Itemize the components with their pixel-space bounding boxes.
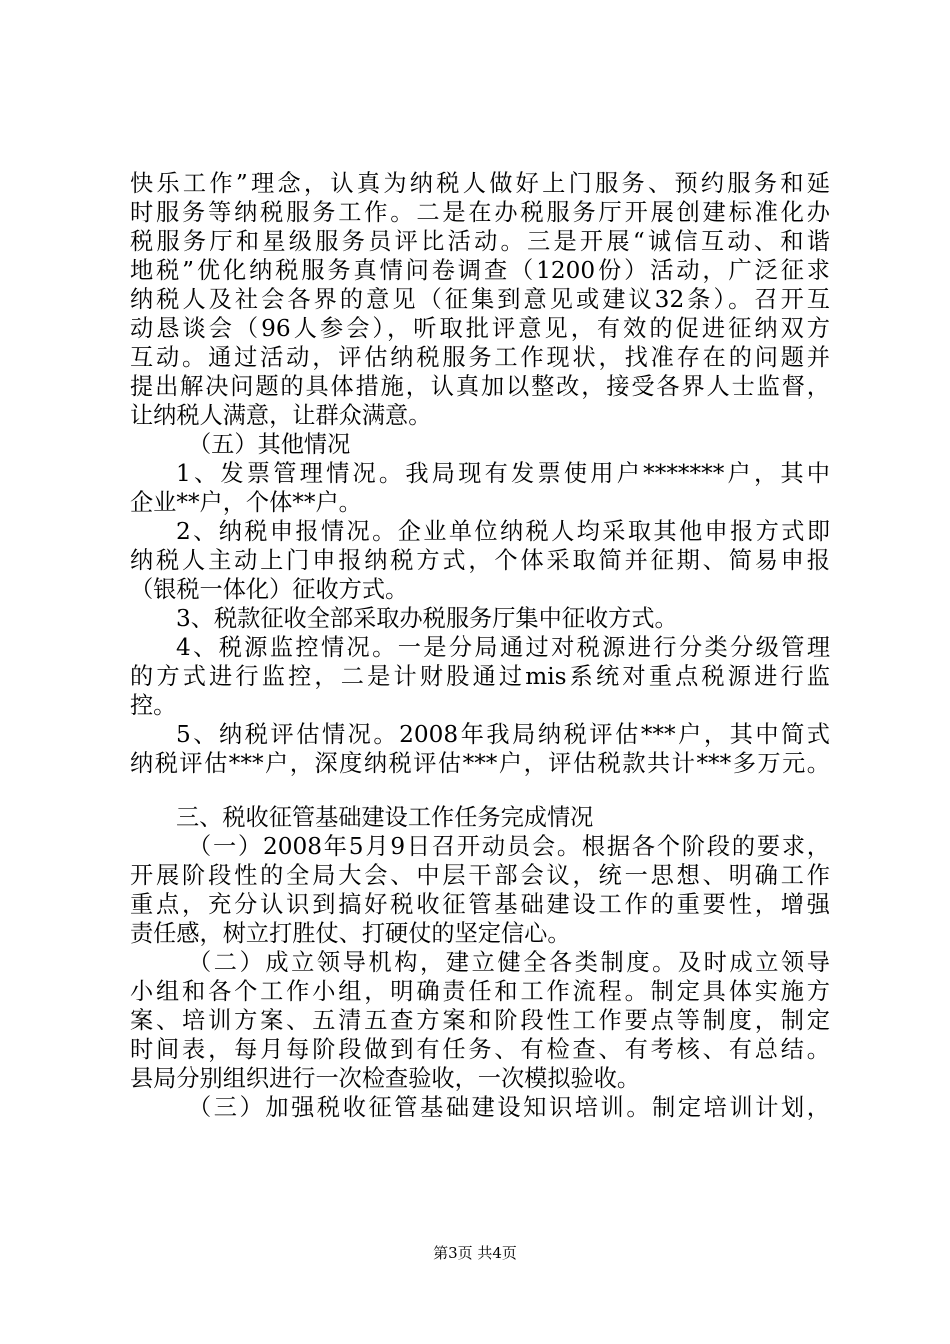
text-line: （银税一体化）征收方式。: [130, 576, 409, 603]
text-line: 重点，充分认识到搞好税收征管基础建设工作的重要性，增强: [130, 891, 830, 918]
paragraph-gap: [130, 778, 830, 803]
text-line: 开展阶段性的全局大会、中层干部会议，统一思想、明确工作: [130, 862, 830, 889]
text-line: 税服务厅和星级服务员评比活动。三是开展“诚信互动、和谐: [130, 228, 830, 255]
text-line: 纳税人主动上门申报纳税方式，个体采取简并征期、简易申报: [130, 547, 830, 574]
text-line: 责任感，树立打胜仗、打硬仗的坚定信心。: [130, 920, 571, 947]
text-line: 3、税款征收全部采取办税服务厅集中征收方式。: [176, 605, 678, 632]
text-line: 纳税评估***户，深度纳税评估***户，评估税款共计***多万元。: [130, 750, 830, 777]
text-line: 让纳税人满意，让群众满意。: [130, 402, 432, 429]
text-line: 三、税收征管基础建设工作任务完成情况: [176, 804, 594, 831]
text-line: 1、发票管理情况。我局现有发票使用户*******户，其中: [176, 460, 830, 487]
page-footer: 第3页 共4页: [433, 1244, 517, 1262]
text-line: 快乐工作”理念，认真为纳税人做好上门服务、预约服务和延: [130, 170, 830, 197]
text-line: 动恳谈会（96人参会），听取批评意见，有效的促进征纳双方: [130, 315, 830, 342]
text-line: 控。: [130, 692, 177, 719]
text-line: 企业**户，个体**户。: [130, 489, 362, 516]
text-line: 时间表，每月每阶段做到有任务、有检查、有考核、有总结。: [130, 1036, 830, 1063]
text-line: （三）加强税收征管基础建设知识培训。制定培训计划，: [188, 1094, 830, 1121]
text-line: 小组和各个工作小组，明确责任和工作流程。制定具体实施方: [130, 978, 830, 1005]
document-body: [130, 169, 830, 1122]
text-line: 提出解决问题的具体措施，认真加以整改，接受各界人士监督，: [130, 373, 830, 400]
text-line: 纳税人及社会各界的意见（征集到意见或建议32条）。召开互: [130, 286, 830, 313]
text-line: 地税”优化纳税服务真情问卷调查（1200份）活动，广泛征求: [130, 257, 830, 284]
text-line: （五）其他情况: [188, 431, 351, 458]
text-line: 时服务等纳税服务工作。二是在办税服务厅开展创建标准化办: [130, 199, 830, 226]
text-line: 4、税源监控情况。一是分局通过对税源进行分类分级管理: [176, 634, 830, 661]
text-line: 的方式进行监控，二是计财股通过mis系统对重点税源进行监: [130, 663, 830, 690]
text-line: 5、纳税评估情况。2008年我局纳税评估***户，其中简式: [176, 721, 830, 748]
text-line: （一）2008年5月9日召开动员会。根据各个阶段的要求，: [188, 833, 830, 860]
text-line: 县局分别组织进行一次检查验收，一次模拟验收。: [130, 1065, 641, 1092]
text-line: （二）成立领导机构，建立健全各类制度。及时成立领导: [188, 949, 830, 976]
text-line: 互动。通过活动，评估纳税服务工作现状，找准存在的问题并: [130, 344, 830, 371]
text-line: 案、培训方案、五清五查方案和阶段性工作要点等制度，制定: [130, 1007, 830, 1034]
text-line: 2、纳税申报情况。企业单位纳税人均采取其他申报方式即: [176, 518, 830, 545]
